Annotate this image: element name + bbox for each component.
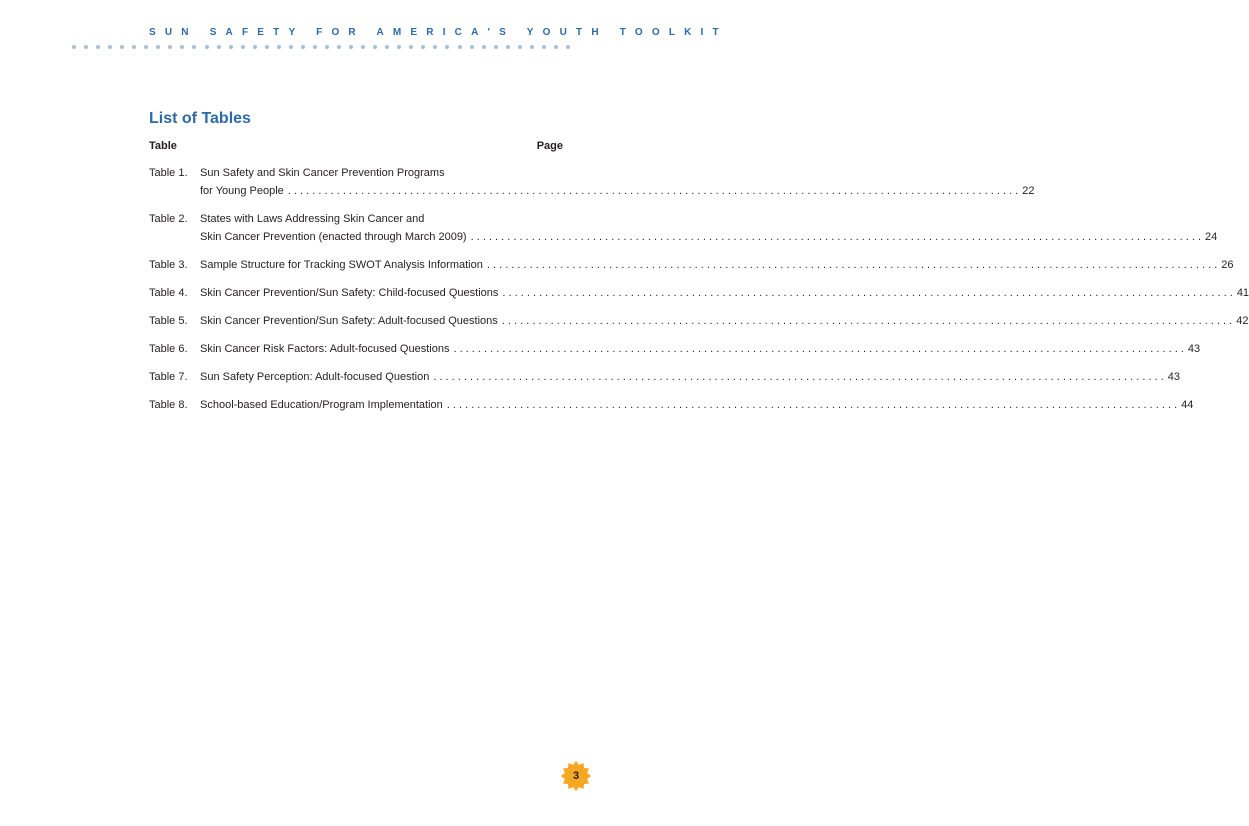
table-title: Skin Cancer Prevention/Sun Safety: Adult-focused Questions [200,315,498,327]
dot-leader [502,284,1232,302]
divider-dot [325,45,329,49]
table-page-number: 41 [1236,287,1249,299]
table-number: Table 2. [149,213,188,225]
table-title: Sample Structure for Tracking SWOT Analysis Information [200,259,483,271]
section-title: List of Tables [149,110,251,127]
divider-dot [241,45,245,49]
table-title: Sun Safety Perception: Adult-focused Question [200,371,430,383]
divider-dot [470,45,474,49]
page-number: 3 [572,770,580,782]
table-title: School-based Education/Program Implementation [200,399,443,411]
divider-dot [361,45,365,49]
table-page-number: 43 [1167,371,1180,383]
divider-dot [132,45,136,49]
dot-leader [502,312,1232,330]
table-number: Table 4. [149,287,188,299]
table-number: Table 8. [149,399,188,411]
table-page-number: 44 [1181,399,1194,411]
divider-dot [566,45,570,49]
divider-dot [421,45,425,49]
table-title: States with Laws Addressing Skin Cancer and [200,213,425,225]
divider-dot [482,45,486,49]
table-page-number: 42 [1236,315,1249,327]
divider-dot [554,45,558,49]
divider-dot [289,45,293,49]
table-number: Table 1. [149,167,188,179]
column-header-page: Page [536,140,563,152]
divider-dot [337,45,341,49]
divider-dot [72,45,76,49]
table-entry[interactable] [149,340,1201,358]
dot-leader [288,182,1018,200]
dotted-divider [72,45,570,51]
table-entry[interactable] [149,284,1249,302]
dot-leader [447,396,1177,414]
divider-dot [494,45,498,49]
divider-dot [445,45,449,49]
table-title: Skin Cancer Risk Factors: Adult-focused Questions [200,343,450,355]
divider-dot [458,45,462,49]
table-page-number: 22 [1022,185,1035,197]
table-title: Sun Safety and Skin Cancer Prevention Programs [200,167,445,179]
page-number-badge [561,761,591,791]
divider-dot [192,45,196,49]
table-page-number: 26 [1221,259,1234,271]
divider-dot [301,45,305,49]
table-entry[interactable] [149,256,1234,274]
divider-dot [253,45,257,49]
divider-dot [156,45,160,49]
divider-dot [84,45,88,49]
divider-dot [144,45,148,49]
divider-dot [542,45,546,49]
dot-leader [433,368,1163,386]
divider-dot [96,45,100,49]
divider-dot [180,45,184,49]
table-entry[interactable] [149,368,1180,386]
divider-dot [530,45,534,49]
divider-dot [506,45,510,49]
divider-dot [277,45,281,49]
table-number: Table 6. [149,343,188,355]
divider-dot [205,45,209,49]
divider-dot [265,45,269,49]
divider-dot [229,45,233,49]
dot-leader [453,340,1183,358]
divider-dot [349,45,353,49]
table-page-number: 43 [1187,343,1201,355]
table-list [149,164,1249,424]
dot-leader [471,228,1201,246]
divider-dot [373,45,377,49]
table-entry[interactable] [149,396,1194,414]
table-title: Skin Cancer Prevention/Sun Safety: Child-focused Questions [200,287,499,299]
dot-leader [487,256,1217,274]
table-title: Skin Cancer Prevention (enacted through March 2009) [200,231,467,243]
table-number: Table 7. [149,371,188,383]
divider-dot [397,45,401,49]
table-number: Table 3. [149,259,188,271]
divider-dot [313,45,317,49]
divider-dot [433,45,437,49]
divider-dot [518,45,522,49]
divider-dot [120,45,124,49]
table-entry[interactable] [149,164,1035,200]
table-number: Table 5. [149,315,188,327]
divider-dot [409,45,413,49]
divider-dot [385,45,389,49]
table-entry[interactable] [149,210,1218,246]
divider-dot [217,45,221,49]
table-page-number: 24 [1205,231,1218,243]
running-header: SUN SAFETY FOR AMERICA'S YOUTH TOOLKIT [149,27,728,38]
table-entry[interactable] [149,312,1249,330]
divider-dot [108,45,112,49]
column-header-table: Table [149,140,177,152]
divider-dot [168,45,172,49]
table-title: for Young People [200,185,284,197]
